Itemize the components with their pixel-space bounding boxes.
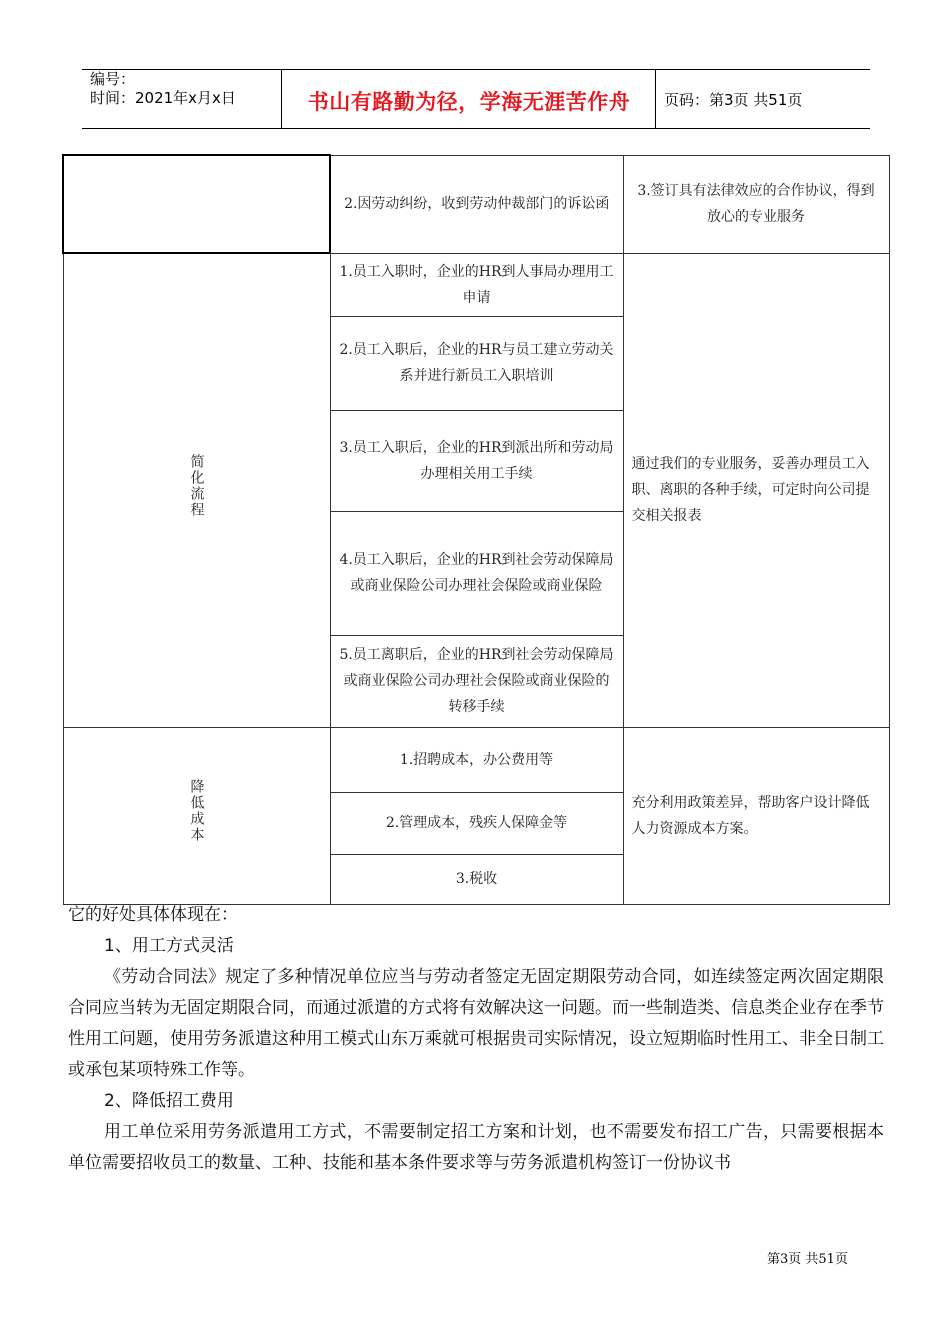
table-cell: 1.员工入职时，企业的HR到人事局办理用工申请 (330, 253, 623, 316)
paragraph: 用工单位采用劳务派遣用工方式，不需要制定招工方案和计划，也不需要发布招工广告，只需要根据本单位需要招收员工的数量、工种、技能和基本条件要求等与劳务派遣机构签订一份协议书 (68, 1122, 884, 1173)
table-cell-empty (63, 155, 330, 253)
table-row (63, 155, 889, 253)
category-cell-cost (63, 727, 330, 904)
header-bottom-rule (82, 128, 870, 129)
header-motto: 书山有路勤为径，学海无涯苦作舟 (307, 90, 631, 114)
table-cell: 2.员工入职后，企业的HR与员工建立劳动关系并进行新员工入职培训 (330, 316, 623, 410)
page-footer: 第3页 共51页 (767, 1252, 848, 1267)
section-heading: 2、降低招工费用 (104, 1091, 234, 1111)
service-table (62, 154, 890, 905)
table-cell: 2.管理成本，残疾人保障金等 (330, 792, 623, 854)
paragraph: 《劳动合同法》规定了多种情况单位应当与劳动者签定无固定期限劳动合同，如连续签定两次固定期限合同应当转为无固定期限合同，而通过派遣的方式将有效解决这一问题。而一些制造类、信息类企业存在季节性用工问题，使用劳务派遣这种用工模式山东万乘就可根据贵司实际情况，设立短期临时性用工、非全日制工或承包某项特殊工作等。 (68, 967, 884, 1080)
table-cell: 1.招聘成本，办公费用等 (330, 727, 623, 792)
table-cell: 2.因劳动纠纷，收到劳动仲裁部门的诉讼函 (330, 155, 623, 253)
number-label: 编号： (90, 70, 136, 88)
table-row (63, 253, 889, 316)
category-label: 降低成本 (188, 779, 205, 843)
intro-paragraph: 它的好处具体体现在： (68, 905, 238, 925)
table-cell: 3.签订具有法律效应的合作协议，得到放心的专业服务 (623, 155, 889, 253)
header-meta (90, 70, 236, 108)
table-cell: 3.员工入职后，企业的HR到派出所和劳动局办理相关用工手续 (330, 410, 623, 511)
header-page-label: 页码：第3页 共51页 (664, 91, 803, 109)
table-cell: 4.员工入职后，企业的HR到社会劳动保障局或商业保险公司办理社会保险或商业保险 (330, 511, 623, 635)
body-text (68, 900, 884, 1179)
solution-cell: 充分利用政策差异，帮助客户设计降低人力资源成本方案。 (623, 727, 889, 904)
category-label: 简化流程 (188, 453, 205, 518)
table-cell: 5.员工离职后，企业的HR到社会劳动保障局或商业保险公司办理社会保险或商业保险的转移手续 (330, 635, 623, 727)
table-row (63, 727, 889, 792)
table-cell: 3.税收 (330, 854, 623, 904)
solution-cell: 通过我们的专业服务，妥善办理员工入职、离职的各种手续，可定时向公司提交相关报表 (623, 253, 889, 727)
time-label: 时间：2021年x月x日 (90, 89, 236, 107)
category-cell-simplify (63, 253, 330, 727)
section-heading: 1、用工方式灵活 (104, 936, 234, 956)
